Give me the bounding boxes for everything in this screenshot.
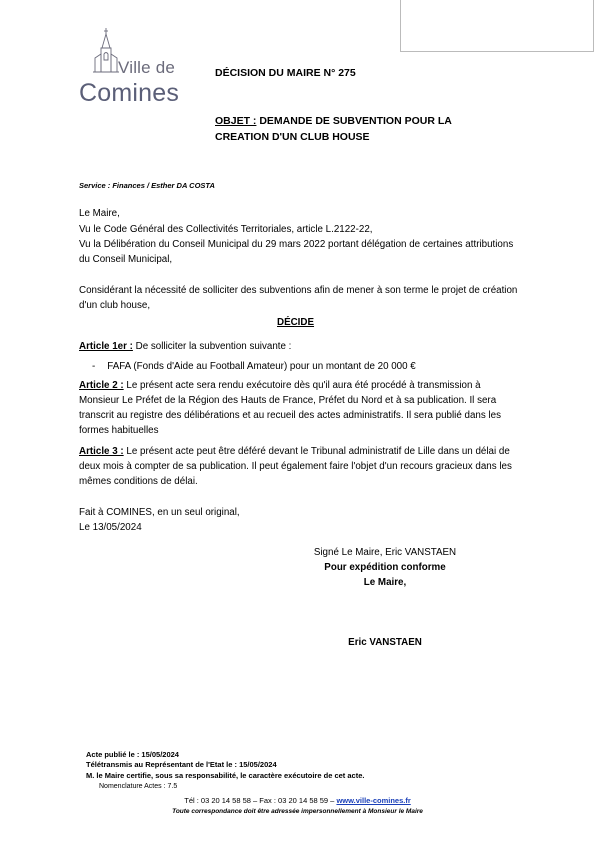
signature-line-2: Pour expédition conforme [324,562,446,573]
correspondance-note: Toute correspondance doit être adressée impersonnellement à Monsieur le Maire [172,808,423,815]
article-2-text: Le présent acte sera rendu exécutoire dès qu'il aura été procédé à transmission à Monsieur Le Préfet de la Région des Hauts de France, Préfet du Nord et à sa publication. Il sera transcrit au registre des délibérations et au recueil des actes administratifs. Il sera publié dans les formes habituelles [79,380,502,436]
considerant: Considérant la nécessité de solliciter des subventions afin de mener à son terme le projet de création d'un club house, [79,285,518,311]
contact-text: Tél : 03 20 14 58 58 – Fax : 03 20 14 58 59 – [184,796,337,805]
le-maire-heading: Le Maire, [79,208,120,219]
service-line: Service : Finances / Esther DA COSTA [79,181,215,190]
decision-object [215,113,475,145]
acte-publie: Acte publié le : 15/05/2024 [86,750,179,759]
article-1 [79,339,521,354]
objet-text: DEMANDE DE SUBVENTION POUR LA CREATION D'UN CLUB HOUSE [215,115,452,143]
decide-heading: DÉCIDE [277,317,315,328]
certification: M. le Maire certifie, sous sa responsabilité, le caractère exécutoire de cet acte. [86,771,365,780]
fait-a: Fait à COMINES, en un seul original, [79,507,240,518]
signature-line-1: Signé Le Maire, Eric VANSTAEN [313,547,457,558]
subvention-item: FAFA (Fonds d'Aide au Football Amateur) pour un montant de 20 000 € [107,361,416,372]
website-link[interactable]: www.ville-comines.fr [336,796,411,805]
article-1-label: Article 1er : [79,341,133,352]
logo-text-ville: Ville de [118,58,176,77]
article-2-label: Article 2 : [79,380,124,391]
signature-line-3: Le Maire, [363,577,407,588]
objet-label: OBJET : [215,115,257,127]
logo-text-comines: Comines [79,79,180,107]
article-3 [79,444,521,489]
article-1-text: De solliciter la subvention suivante : [132,341,292,352]
signature-name: Eric VANSTAEN [348,637,422,648]
bullet-dash: - [92,361,96,372]
article-3-text: Le présent acte peut être déféré devant le Tribunal administratif de Lille dans un délai de deux mois à compter de sa publication. Il peut également faire l'objet d'un recours gracieux dans les mêmes conditions de délai. [79,446,512,487]
decision-title: DÉCISION DU MAIRE N° 275 [215,67,356,79]
subvention-bullet [92,361,416,372]
vu-code: Vu le Code Général des Collectivités Territoriales, article L.2122-22, [79,224,373,235]
nomenclature: Nomenclature Actes : 7.5 [99,783,178,790]
contact-line [0,796,595,805]
vu-deliberation: Vu la Délibération du Conseil Municipal du 29 mars 2022 portant délégation de certaines attributions du Conseil Municipal, [79,239,514,265]
teletransmis: Télétransmis au Représentant de l'Etat le : 15/05/2024 [86,760,277,769]
article-3-label: Article 3 : [79,446,124,457]
article-2 [79,378,521,438]
stamp-box [400,0,594,52]
decision-date: Le 13/05/2024 [79,522,142,533]
